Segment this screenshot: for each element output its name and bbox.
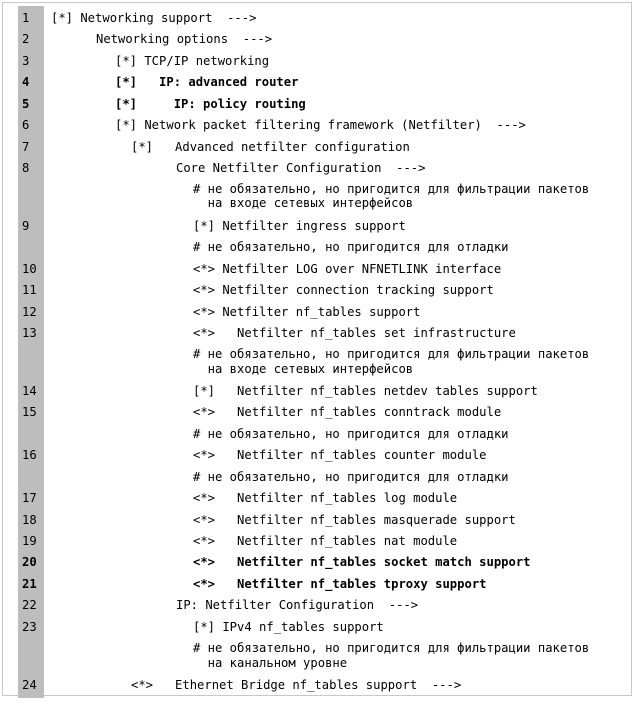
option-text: <*> Netfilter nf_tables set infrastructure	[193, 326, 516, 340]
line-number: 13	[22, 326, 37, 340]
option-text: [*] Netfilter nf_tables netdev tables support	[193, 384, 538, 398]
comment-text: # не обязательно, но пригодится для отладки	[193, 427, 509, 441]
comment-text: # не обязательно, но пригодится для отладки	[193, 470, 509, 484]
option-text: <*> Netfilter nf_tables nat module	[193, 534, 458, 548]
line-number: 10	[22, 262, 37, 276]
line-number: 23	[22, 620, 37, 634]
option-text: [*] IP: policy routing	[115, 97, 306, 111]
option-text: <*> Netfilter nf_tables counter module	[193, 448, 487, 462]
line-number: 24	[22, 678, 37, 692]
comment-text: # не обязательно, но пригодится для фильтрации пакетов	[193, 182, 590, 196]
option-text: <*> Netfilter nf_tables log module	[193, 491, 458, 505]
line-number: 21	[22, 577, 37, 591]
option-text: на входе сетевых интерфейсов	[193, 362, 414, 376]
option-text: <*> Netfilter connection tracking support	[193, 283, 494, 297]
option-text: <*> Netfilter nf_tables conntrack module	[193, 405, 502, 419]
option-text: <*> Netfilter nf_tables masquerade support	[193, 513, 516, 527]
option-text: [*] IPv4 nf_tables support	[193, 620, 384, 634]
option-text: [*] Netfilter ingress support	[193, 219, 406, 233]
line-number: 7	[22, 140, 30, 154]
option-text: [*] Advanced netfilter configuration	[131, 140, 410, 154]
line-number: 8	[22, 161, 30, 175]
line-number: 12	[22, 305, 37, 319]
line-number: 19	[22, 534, 37, 548]
option-text: <*> Netfilter nf_tables support	[193, 305, 421, 319]
option-text: [*] IP: advanced router	[115, 75, 299, 89]
line-number: 14	[22, 384, 37, 398]
option-text: на входе сетевых интерфейсов	[193, 196, 414, 210]
line-number: 4	[22, 75, 30, 89]
option-text: <*> Netfilter nf_tables socket match support	[193, 555, 531, 569]
line-number: 22	[22, 598, 37, 612]
line-number: 1	[22, 11, 30, 25]
line-number: 18	[22, 513, 37, 527]
line-number: 9	[22, 219, 30, 233]
option-text: Core Netfilter Configuration --->	[176, 161, 426, 175]
option-text: [*] TCP/IP networking	[115, 54, 270, 68]
option-text: <*> Netfilter nf_tables tproxy support	[193, 577, 487, 591]
line-number: 3	[22, 54, 30, 68]
option-text: Networking options --->	[96, 32, 273, 46]
line-number: 6	[22, 118, 30, 132]
line-number: 20	[22, 555, 37, 569]
comment-text: # не обязательно, но пригодится для фильтрации пакетов	[193, 641, 590, 655]
comment-text: # не обязательно, но пригодится для фильтрации пакетов	[193, 347, 590, 361]
option-text: <*> Ethernet Bridge nf_tables support --->	[131, 678, 462, 692]
line-number: 11	[22, 283, 37, 297]
line-number: 5	[22, 97, 30, 111]
option-text: [*] Networking support --->	[51, 11, 257, 25]
comment-text: # не обязательно, но пригодится для отладки	[193, 240, 509, 254]
line-number: 16	[22, 448, 37, 462]
line-number: 15	[22, 405, 37, 419]
line-number: 17	[22, 491, 37, 505]
option-text: [*] Network packet filtering framework (Netfilter) --->	[115, 118, 526, 132]
option-text: IP: Netfilter Configuration --->	[176, 598, 419, 612]
option-text: на канальном уровне	[193, 656, 348, 670]
line-number: 2	[22, 32, 30, 46]
option-text: <*> Netfilter LOG over NFNETLINK interface	[193, 262, 502, 276]
